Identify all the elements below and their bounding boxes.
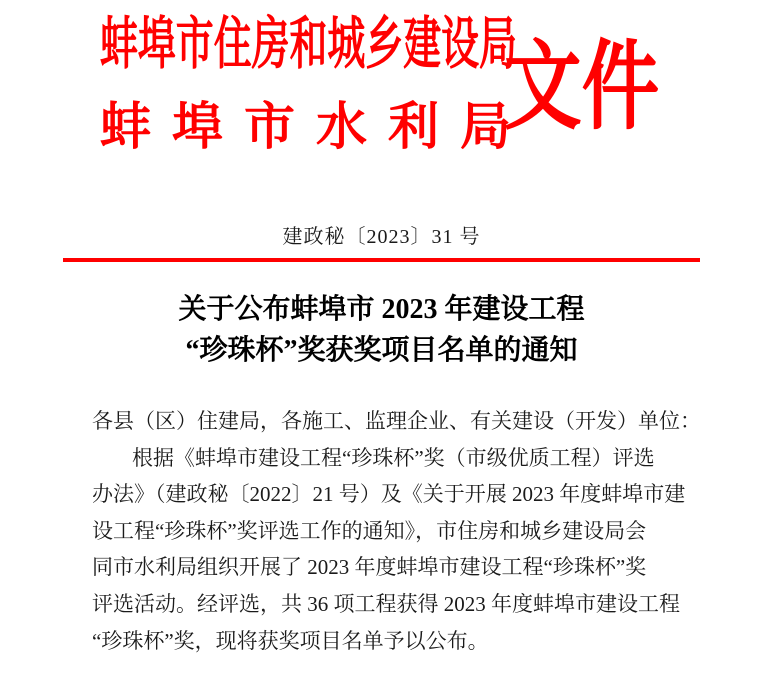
document-body [92, 403, 704, 659]
document-type-word: 文件 [504, 34, 660, 141]
document-reference-number: 建政秘〔2023〕31 号 [282, 226, 481, 248]
body-line: “珍珠杯”奖，现将获奖项目名单予以公布。 [92, 628, 489, 653]
issuer-name-secondary: 蚌埠市水利局 [100, 100, 533, 156]
red-divider [63, 258, 700, 262]
title-line-1: 关于公布蚌埠市 2023 年建设工程 [178, 294, 585, 325]
body-line: 办法》（建政秘〔2022〕21 号）及《关于开展 2023 年度蚌埠市建 [92, 482, 686, 507]
issuer-name-primary: 蚌埠市住房和城乡建设局 [100, 13, 517, 76]
title-line-2: “珍珠杯”奖获奖项目名单的通知 [185, 335, 578, 366]
body-line: 同市水利局组织开展了 2023 年度蚌埠市建设工程“珍珠杯”奖 [92, 555, 647, 580]
document-title [63, 289, 700, 371]
body-line: 根据《蚌埠市建设工程“珍珠杯”奖（市级优质工程）评选 [132, 445, 655, 470]
body-line: 评选活动。经评选，共 36 项工程获得 2023 年度蚌埠市建设工程 [92, 591, 680, 616]
body-line: 设工程“珍珠杯”奖评选工作的通知》，市住房和城乡建设局会 [92, 518, 647, 543]
body-line-salutation: 各县（区）住建局，各施工、监理企业、有关建设（开发）单位： [92, 409, 701, 433]
